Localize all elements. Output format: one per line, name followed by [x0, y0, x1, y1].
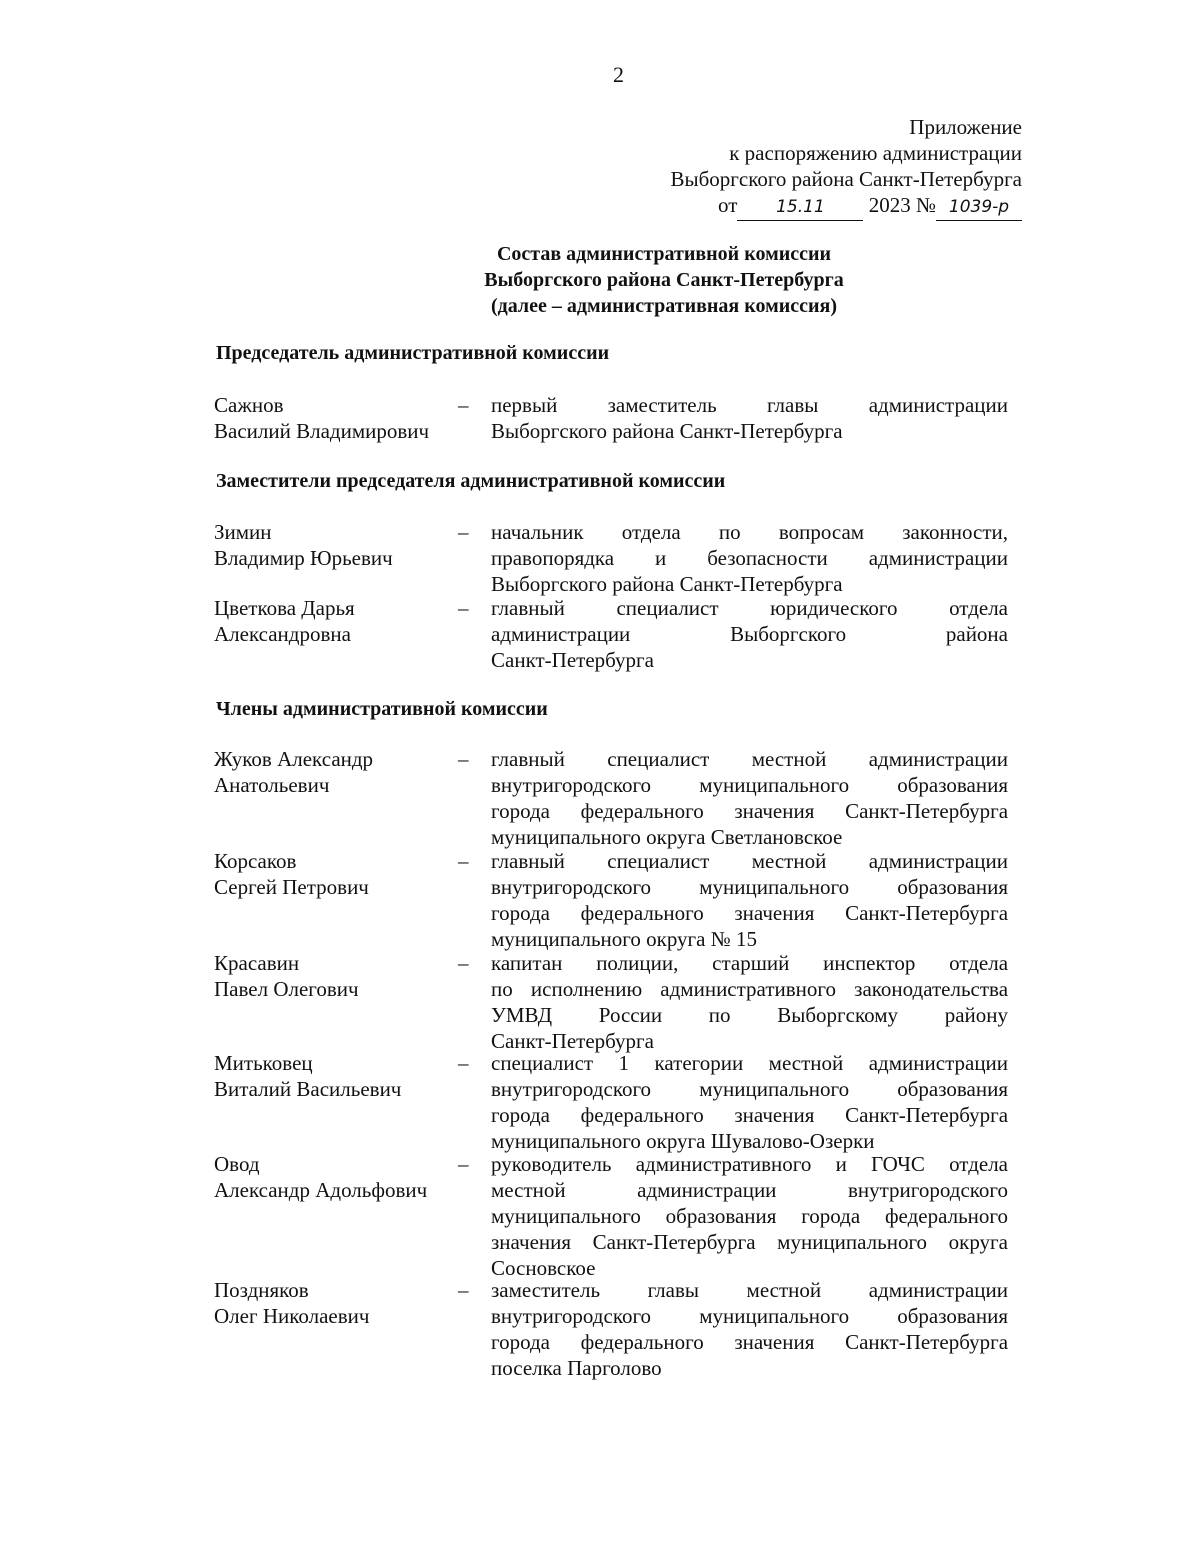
given-names: Василий Владимирович: [214, 419, 430, 443]
desc-line: города федерального значения Санкт-Петербурга: [491, 901, 1009, 925]
desc-line: поселка Парголово: [491, 1356, 662, 1380]
desc-line: внутригородского муниципального образования: [491, 875, 1009, 899]
desc-line: правопорядка и безопасности администрации: [491, 546, 1008, 570]
desc-line: специалист 1 категории местной администрации: [491, 1051, 1009, 1075]
surname: Митьковец: [214, 1051, 313, 1075]
dash: –: [458, 1152, 469, 1176]
position-description: [491, 746, 1008, 850]
person-name: [214, 1277, 464, 1329]
page-number: 2: [613, 62, 624, 87]
position-description: [491, 595, 1008, 673]
surname: Жуков Александр: [214, 747, 374, 771]
position-description: [491, 1151, 1008, 1281]
given-names: Сергей Петрович: [214, 875, 369, 899]
given-names: Виталий Васильевич: [214, 1077, 402, 1101]
surname: Зимин: [214, 520, 272, 544]
surname: Сажнов: [214, 393, 284, 417]
desc-line: администрации Выборгского района: [491, 622, 1008, 646]
dash: –: [458, 1278, 469, 1302]
desc-line: начальник отдела по вопросам законности,: [491, 520, 1009, 544]
appendix-line-2: к распоряжению администрации: [729, 141, 1022, 165]
person-name: [214, 519, 464, 571]
dash: –: [458, 951, 469, 975]
document-title: [0, 241, 1200, 319]
desc-line: Выборгского района Санкт-Петербурга: [491, 419, 843, 443]
number-field: [936, 192, 1022, 221]
title-line-2: Выборгского района Санкт-Петербурга: [484, 269, 844, 291]
section-heading-members: Члены административной комиссии: [216, 698, 548, 720]
title-line-3: (далее – административная комиссия): [490, 295, 838, 317]
desc-line: главный специалист местной администрации: [491, 747, 1009, 771]
appendix-date-line: [670, 192, 1022, 221]
surname: Корсаков: [214, 849, 297, 873]
from-label: от: [718, 193, 738, 217]
given-names: Олег Николаевич: [214, 1304, 370, 1328]
desc-line: муниципального образования города федерального: [491, 1204, 1008, 1228]
desc-line: капитан полиции, старший инспектор отдела: [491, 951, 1009, 975]
dash: –: [458, 393, 469, 417]
desc-line: Сосновское: [491, 1256, 596, 1280]
appendix-line-1: Приложение: [909, 115, 1022, 139]
position-description: [491, 519, 1008, 597]
dash: –: [458, 849, 469, 873]
position-description: [491, 1277, 1008, 1381]
desc-line: УМВД России по Выборгскому району: [491, 1003, 1009, 1027]
desc-line: внутригородского муниципального образования: [491, 1077, 1009, 1101]
desc-line: значения Санкт-Петербурга муниципального округа: [491, 1230, 1008, 1254]
person-name: [214, 950, 464, 1002]
surname: Красавин: [214, 951, 300, 975]
desc-line: первый заместитель главы администрации: [491, 393, 1008, 417]
desc-line: Выборгского района Санкт-Петербурга: [491, 572, 843, 596]
handwritten-date: 15.11: [776, 197, 825, 217]
given-names: Анатольевич: [214, 773, 330, 797]
desc-line: руководитель административного и ГОЧС отдела: [491, 1152, 1009, 1176]
date-field: [737, 192, 863, 221]
position-description: [491, 1050, 1008, 1154]
given-names: Александр Адольфович: [214, 1178, 428, 1202]
given-names: Павел Олегович: [214, 977, 359, 1001]
person-name: [214, 1151, 464, 1203]
person-name: [214, 1050, 464, 1102]
section-heading-chair: Председатель административной комиссии: [216, 342, 610, 364]
desc-line: муниципального округа Светлановское: [491, 825, 843, 849]
dash: –: [458, 596, 469, 620]
desc-line: Санкт-Петербурга: [491, 1029, 654, 1053]
desc-line: муниципального округа Шувалово-Озерки: [491, 1129, 875, 1153]
surname: Цветкова Дарья: [214, 596, 355, 620]
desc-line: города федерального значения Санкт-Петербурга: [491, 1103, 1009, 1127]
desc-line: внутригородского муниципального образования: [491, 1304, 1009, 1328]
dash: –: [458, 520, 469, 544]
desc-line: муниципального округа № 15: [491, 927, 758, 951]
desc-line: города федерального значения Санкт-Петербурга: [491, 1330, 1009, 1354]
appendix-line-3: Выборгского района Санкт-Петербурга: [670, 167, 1022, 191]
desc-line: местной администрации внутригородского: [491, 1178, 1008, 1202]
desc-line: Санкт-Петербурга: [491, 648, 654, 672]
desc-line: города федерального значения Санкт-Петербурга: [491, 799, 1009, 823]
desc-line: главный специалист юридического отдела: [491, 596, 1009, 620]
appendix-block: [670, 114, 1022, 221]
surname: Поздняков: [214, 1278, 309, 1302]
handwritten-number: 1039-р: [948, 197, 1010, 217]
person-name: [214, 746, 464, 798]
desc-line: внутригородского муниципального образования: [491, 773, 1009, 797]
desc-line: главный специалист местной администрации: [491, 849, 1009, 873]
person-name: [214, 848, 464, 900]
desc-line: по исполнению административного законодательства: [491, 977, 1009, 1001]
position-description: [491, 848, 1008, 952]
position-description: [491, 950, 1008, 1054]
year-label: 2023 №: [868, 193, 936, 217]
person-name: [214, 595, 464, 647]
dash: –: [458, 1051, 469, 1075]
surname: Овод: [214, 1152, 260, 1176]
title-line-1: Состав административной комиссии: [496, 243, 832, 265]
given-names: Александровна: [214, 622, 351, 646]
person-name: [214, 392, 464, 444]
desc-line: заместитель главы местной администрации: [491, 1278, 1009, 1302]
given-names: Владимир Юрьевич: [214, 546, 393, 570]
dash: –: [458, 747, 469, 771]
position-description: [491, 392, 1008, 444]
section-heading-deputies: Заместители председателя административной комиссии: [216, 470, 726, 492]
